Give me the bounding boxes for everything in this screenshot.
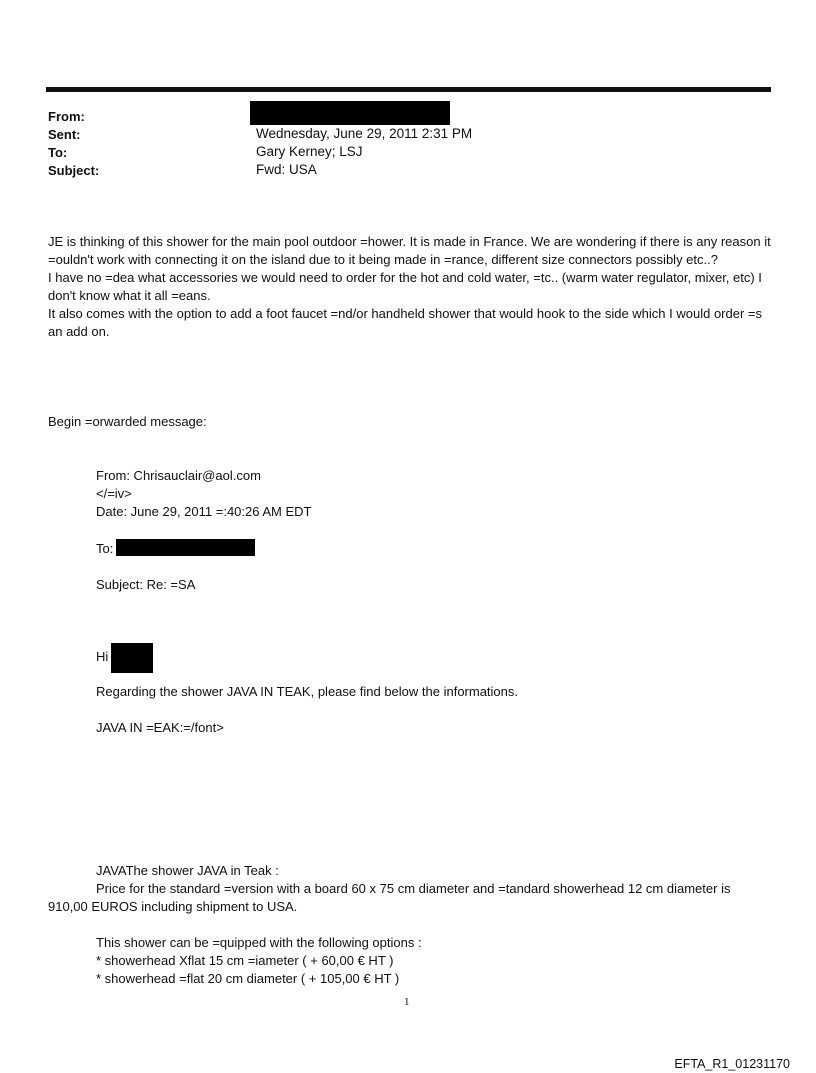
subject-value: Fwd: USA: [256, 162, 317, 177]
fwd-date-line: Date: June 29, 2011 =:40:26 AM EDT: [96, 504, 312, 519]
to-value: Gary Kerney; LSJ: [256, 144, 363, 159]
subject-label: Subject:: [48, 163, 100, 178]
from-label: From:: [48, 109, 85, 124]
shower-title: JAVAThe shower JAVA in Teak :: [96, 863, 279, 878]
document-id: EFTA_R1_01231170: [674, 1057, 790, 1071]
sent-label: Sent:: [48, 127, 81, 142]
fwd-from-line: From: Chrisauclair@aol.com: [96, 468, 261, 483]
options-intro: This shower can be =quipped with the following options :: [96, 935, 422, 950]
option-2: * showerhead =flat 20 cm diameter ( + 105,00 € HT ): [96, 971, 400, 986]
fwd-subject-line: Subject: Re: =SA: [96, 577, 196, 592]
body-paragraph-1: JE is thinking of this shower for the main pool outdoor =hower. It is made in France. We are wondering if there is any reason it =ouldn't work with connecting it on the island due to it being made in =rance, different size connectors possibly etc..?: [48, 234, 771, 267]
sent-value: Wednesday, June 29, 2011 2:31 PM: [256, 126, 473, 141]
message-body: [48, 233, 773, 341]
redacted-name: [111, 643, 153, 673]
body-paragraph-2: I have no =dea what accessories we would need to order for the hot and cold water, =tc.. (warm water regulator, mixer, etc) I don't know what it all =eans.: [48, 270, 762, 303]
redacted-to: [116, 539, 255, 556]
price-line-2: 910,00 EUROS including shipment to USA.: [48, 899, 298, 914]
to-label: To:: [48, 145, 68, 160]
price-line-1: Price for the standard =version with a board 60 x 75 cm diameter and =tandard showerhead 12 cm diameter is: [96, 881, 731, 896]
fwd-div-line: </=iv>: [96, 486, 132, 501]
begin-forwarded: Begin =orwarded message:: [48, 414, 207, 429]
regarding-line: Regarding the shower JAVA IN TEAK, please find below the informations.: [96, 684, 519, 699]
page-number: 1: [404, 996, 410, 1008]
fwd-to-label: To:: [96, 541, 114, 556]
redacted-from: [250, 101, 450, 125]
greeting: Hi: [96, 649, 109, 664]
option-1: * showerhead Xflat 15 cm =iameter ( + 60,00 € HT ): [96, 953, 394, 968]
body-paragraph-3: It also comes with the option to add a foot faucet =nd/or handheld shower that would hook to the side which I would order =s an add on.: [48, 306, 762, 339]
java-line: JAVA IN =EAK:=/font>: [96, 720, 224, 735]
header-rule: [46, 87, 771, 92]
